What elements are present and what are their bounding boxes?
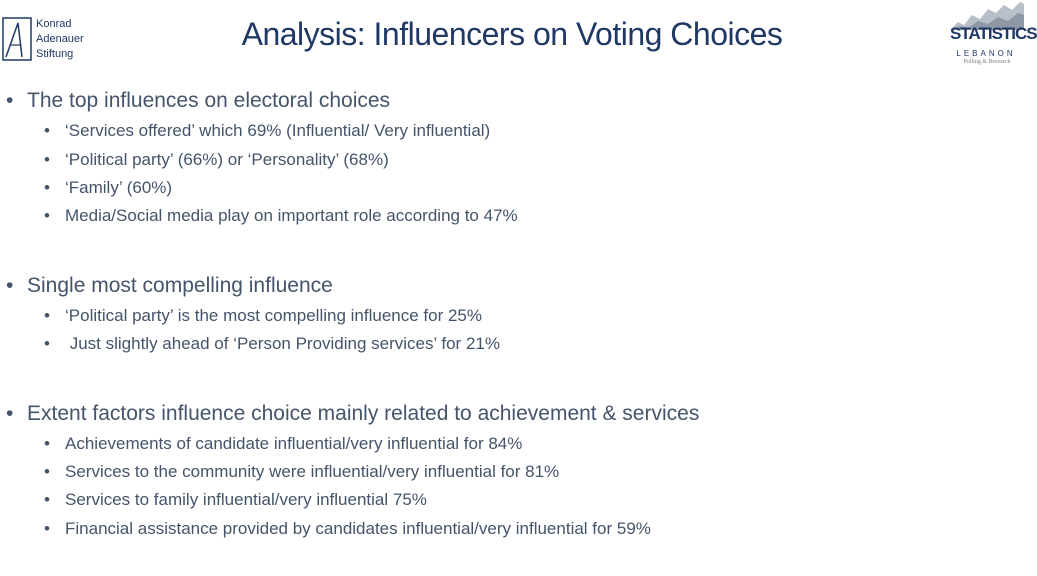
bullet-text: Just slightly ahead of ‘Person Providing services’ for 21% bbox=[65, 334, 500, 353]
bullet-icon: • bbox=[44, 206, 50, 225]
kas-logo-line1: Konrad bbox=[36, 18, 72, 30]
bullet-icon: • bbox=[44, 150, 50, 169]
bullet-text: ‘Political party’ is the most compelling influence for 25% bbox=[65, 306, 483, 325]
bullet-item bbox=[44, 462, 559, 482]
bullet-heading-1 bbox=[6, 89, 390, 113]
bullet-icon: • bbox=[6, 89, 14, 112]
bullet-item bbox=[44, 121, 490, 141]
section-heading: Single most compelling influence bbox=[27, 274, 333, 297]
bullet-icon: • bbox=[44, 178, 50, 197]
bullet-text: Financial assistance provided by candidates influential/very influential for 59% bbox=[65, 519, 651, 538]
bullet-icon: • bbox=[6, 274, 14, 297]
statistics-logo-banner: STATISTICS bbox=[950, 24, 1037, 43]
bullet-text: ‘Family’ (60%) bbox=[65, 178, 173, 197]
bullet-icon: • bbox=[44, 462, 50, 481]
bullet-text: Services to the community were influential/very influential for 81% bbox=[65, 462, 560, 481]
bullet-icon: • bbox=[44, 434, 50, 453]
bullet-icon: • bbox=[44, 519, 50, 538]
statistics-logo-tagline: Polling & Research bbox=[963, 59, 1011, 65]
bullet-icon: • bbox=[44, 490, 50, 509]
kas-logo-line2: Adenauer bbox=[36, 33, 84, 45]
bullet-text: ‘Political party’ (66%) or ‘Personality’ (68%) bbox=[65, 150, 389, 169]
section-heading: Extent factors influence choice mainly related to achievement & services bbox=[27, 402, 700, 425]
bullet-item bbox=[44, 334, 500, 354]
section-heading: The top influences on electoral choices bbox=[27, 89, 391, 112]
bullet-icon: • bbox=[44, 121, 50, 140]
statistics-logo-country: LEBANON bbox=[956, 49, 1016, 58]
bullet-icon: • bbox=[44, 334, 50, 353]
bullet-item bbox=[44, 306, 482, 326]
bullet-item bbox=[44, 490, 427, 510]
bullet-text: Services to family influential/very influential 75% bbox=[65, 490, 427, 509]
bullet-icon: • bbox=[6, 402, 14, 425]
bullet-text: Media/Social media play on important role according to 47% bbox=[65, 206, 518, 225]
bullet-item bbox=[44, 206, 518, 226]
bullet-item bbox=[44, 150, 389, 170]
bullet-heading-2 bbox=[6, 274, 333, 298]
bullet-item bbox=[44, 178, 172, 198]
bullet-item bbox=[44, 519, 651, 539]
kas-logo-line3: Stiftung bbox=[36, 48, 74, 60]
bullet-heading-3 bbox=[6, 402, 699, 426]
bullet-icon: • bbox=[44, 306, 50, 325]
bullet-item bbox=[44, 434, 522, 454]
bullet-text: ‘Services offered’ which 69% (Influential/ Very influential) bbox=[65, 121, 491, 140]
bullet-text: Achievements of candidate influential/very influential for 84% bbox=[65, 434, 523, 453]
page-title: Analysis: Influencers on Voting Choices bbox=[241, 16, 783, 52]
